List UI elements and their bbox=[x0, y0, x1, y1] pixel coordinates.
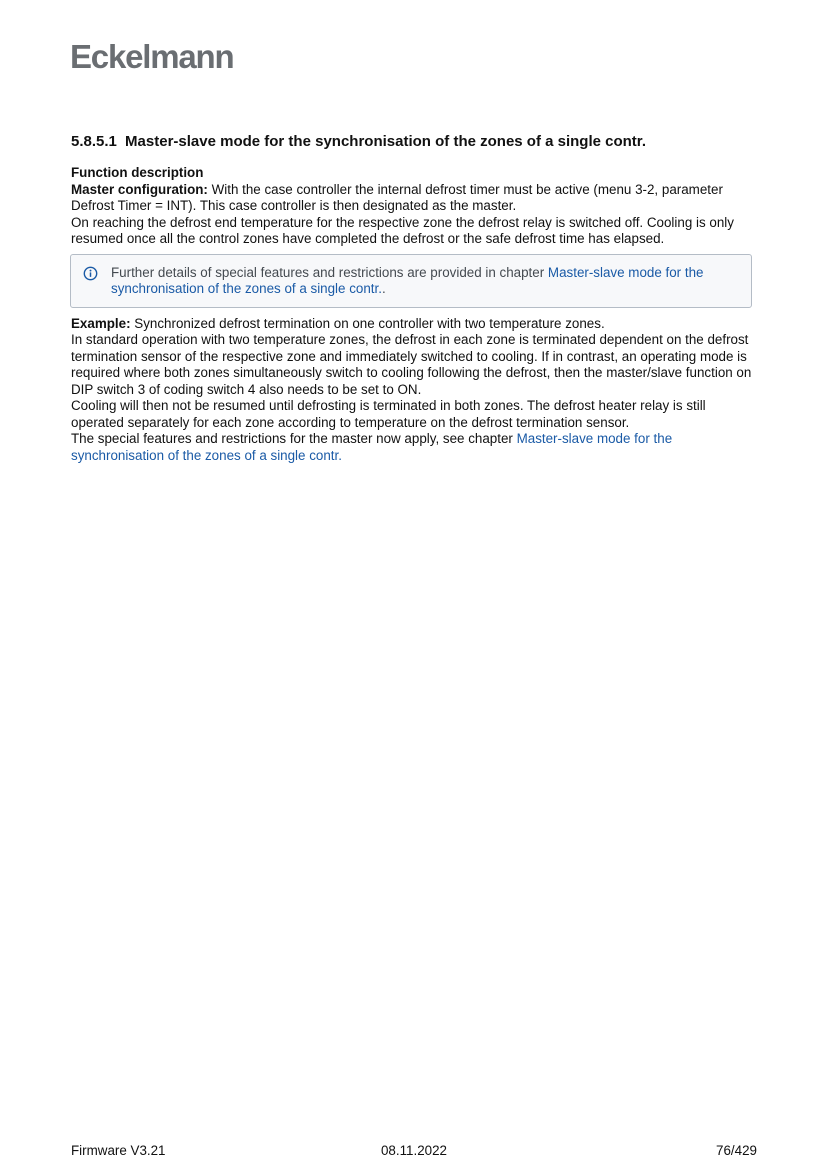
example-paragraph bbox=[71, 316, 757, 333]
note-text-after: . bbox=[381, 281, 386, 296]
section-title-text: Master-slave mode for the synchronisation of the zones of a single contr. bbox=[125, 133, 646, 150]
chapter-link[interactable]: Master-slave mode for the synchronisation of the zones of a single contr. bbox=[111, 264, 704, 296]
master-features-text: The special features and restrictions for the master now apply, see chapter bbox=[71, 431, 517, 446]
chapter-link-2[interactable]: Master-slave mode for the synchronisation of the zones of a single contr. bbox=[71, 431, 673, 463]
firmware-version: Firmware V3.21 bbox=[71, 1143, 166, 1158]
standard-operation-paragraph: In standard operation with two temperature zones, the defrost in each zone is terminated dependent on the defrost termination sensor of the respective zone and immediately switched to cooling. If in contrast, an operating mode is required where both zones simultaneously switch to cooling following the defrost, then the master/slave function on DIP switch 3 of coding switch 4 also needs to be set to ON. bbox=[71, 332, 752, 397]
document-date: 08.11.2022 bbox=[380, 1143, 448, 1158]
note-text-before: Further details of special features and restrictions are provided in chapter bbox=[111, 264, 548, 280]
info-note-box bbox=[70, 254, 752, 308]
info-note-text bbox=[111, 265, 739, 298]
info-icon bbox=[83, 265, 101, 286]
defrost-end-paragraph: On reaching the defrost end temperature for the respective zone the defrost relay is switched off. Cooling is only resumed once all the control zones have completed the defrost or the safe defrost time has elapsed. bbox=[71, 214, 734, 246]
example-label: Example: bbox=[71, 315, 131, 331]
master-configuration-text: With the case controller the internal defrost timer must be active (menu 3-2, parameter Defrost Timer = INT). This case controller is then designated as the master. bbox=[71, 181, 723, 213]
eckelmann-logo: Eckelmann bbox=[70, 38, 234, 75]
section-number: 5.8.5.1 bbox=[71, 133, 117, 150]
master-features-paragraph bbox=[71, 431, 757, 464]
section-title bbox=[71, 133, 757, 151]
master-configuration-label: Master configuration: bbox=[71, 181, 208, 197]
function-description-heading: Function description bbox=[71, 165, 204, 180]
cooling-resume-paragraph: Cooling will then not be resumed until defrosting is terminated in both zones. The defrost heater relay is still operated separately for each zone according to temperature on the defrost termination sensor. bbox=[71, 398, 706, 430]
document-content bbox=[71, 133, 757, 464]
example-text: Synchronized defrost termination on one controller with two temperature zones. bbox=[130, 315, 605, 331]
master-configuration-paragraph bbox=[71, 182, 757, 215]
page-number: 76/429 bbox=[716, 1143, 757, 1158]
